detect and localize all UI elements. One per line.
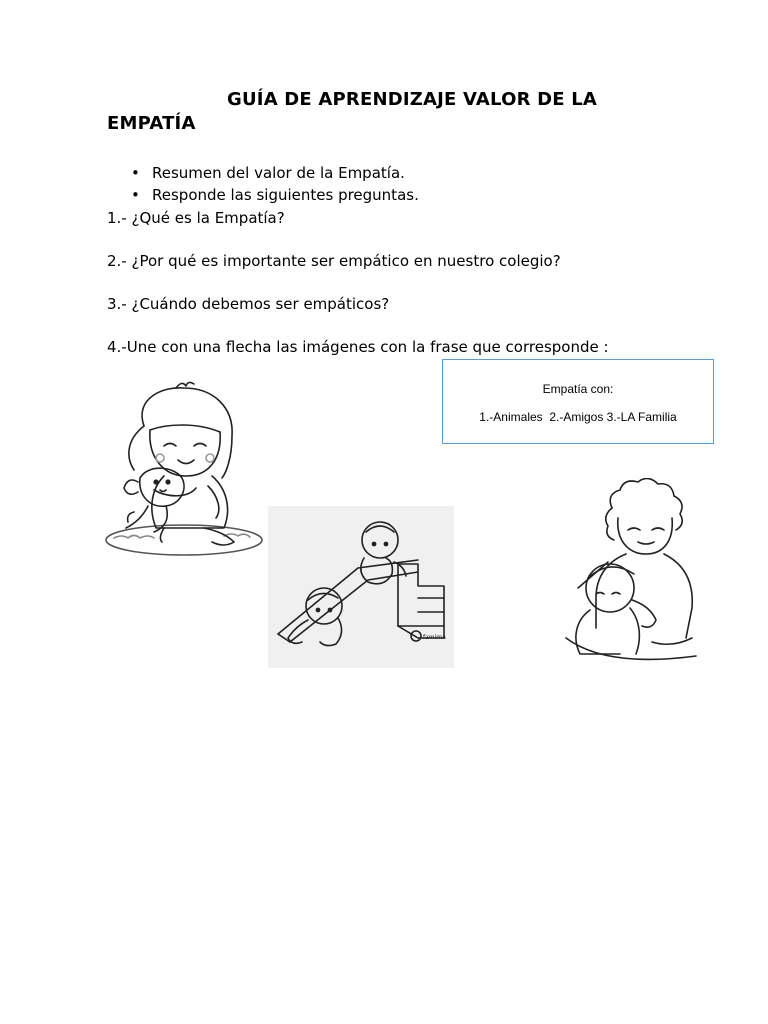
title-line-1: GUÍA DE APRENDIZAJE VALOR DE LA (227, 89, 598, 110)
bullet-dot-icon: • (131, 186, 140, 204)
bullet-text: Resumen del valor de la Empatía. (152, 164, 405, 182)
children-on-slide-image (268, 506, 454, 668)
bullet-item (107, 162, 419, 184)
question-2: 2.- ¿Por qué es importante ser empático en nuestro colegio? (107, 252, 561, 270)
grandmother-child-icon (556, 478, 708, 668)
question-1: 1.- ¿Qué es la Empatía? (107, 209, 285, 227)
bullet-item (107, 184, 419, 206)
bullet-dot-icon: • (131, 164, 140, 182)
options-box (442, 359, 714, 444)
girl-hugging-puppy-image (104, 378, 269, 558)
page-title (107, 88, 667, 136)
options-list: 1.-Animales 2.-Amigos 3.-LA Familia (479, 410, 677, 424)
bullet-list (107, 162, 419, 206)
slide-watermark: famima (423, 634, 446, 641)
question-3: 3.- ¿Cuándo debemos ser empáticos? (107, 295, 390, 313)
kids-slide-icon (268, 506, 454, 668)
options-heading: Empatía con: (542, 382, 614, 396)
grandmother-hugging-child-image (556, 478, 708, 668)
girl-with-dog-icon (104, 378, 269, 558)
title-line-2: EMPATÍA (107, 113, 196, 134)
bullet-text: Responde las siguientes preguntas. (152, 186, 419, 204)
question-4: 4.-Une con una flecha las imágenes con la frase que corresponde : (107, 338, 609, 356)
